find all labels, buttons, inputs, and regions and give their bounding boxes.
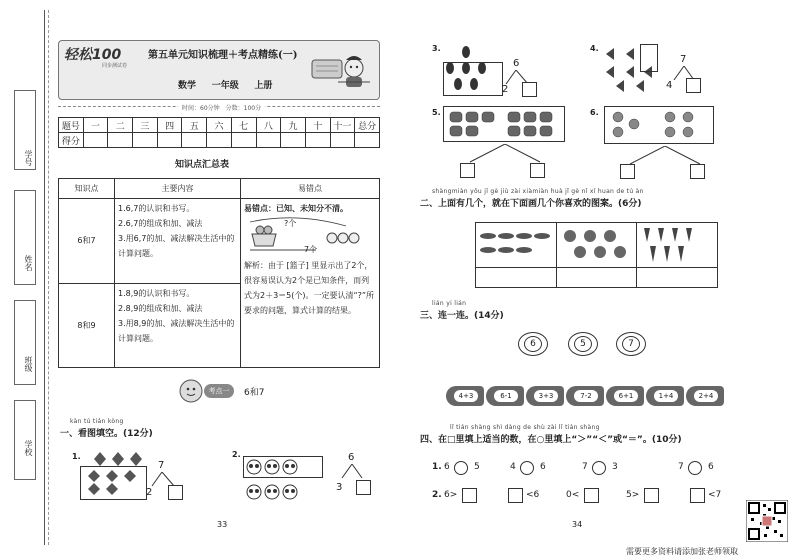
kaodian-topic: 6和7 — [244, 388, 265, 398]
score-input-cell[interactable] — [83, 133, 108, 148]
summary-content — [115, 283, 241, 368]
fish-expression: 2+4 — [694, 390, 718, 402]
binding-line — [44, 10, 45, 545]
q2-top-number: 6 — [348, 452, 355, 463]
fish-card[interactable] — [486, 386, 524, 406]
compare-circle[interactable] — [688, 461, 702, 475]
side-label-class: 班级 — [24, 356, 33, 372]
q6-answer-box-right[interactable] — [690, 164, 705, 179]
fish-card[interactable] — [446, 386, 484, 406]
elephant-group — [446, 108, 564, 140]
q5-number: 5. — [432, 108, 441, 117]
q2-bottom-number: 3 — [336, 482, 343, 493]
fish-card[interactable] — [646, 386, 684, 406]
q6-answer-box-left[interactable] — [620, 164, 635, 179]
fill-box[interactable] — [584, 488, 599, 503]
summary-content-line: 3.用6,7的加、减法解决生活中的计算问题。 — [118, 234, 235, 258]
score-header-cell: 一 — [83, 118, 108, 133]
q1-bottom-number: 2 — [146, 487, 153, 498]
score-input-cell[interactable] — [182, 133, 207, 148]
score-input-cell[interactable] — [305, 133, 330, 148]
target-circle-7[interactable] — [616, 332, 646, 356]
q2-answer-box[interactable] — [356, 480, 371, 495]
score-header-cell: 六 — [207, 118, 232, 133]
q3-top-number: 6 — [513, 58, 520, 69]
score-input-cell[interactable] — [281, 133, 306, 148]
butterfly-group-bottom — [84, 470, 144, 496]
section4-pinyin: lǐ tián shàng shì dàng de shù zài lǐ tián shàng — [450, 424, 600, 431]
target-circle-5[interactable] — [568, 332, 598, 356]
summary-point: 8和9 — [59, 283, 115, 368]
target-circle-inner — [574, 336, 592, 352]
fish-row — [446, 386, 726, 408]
kaodian-badge — [204, 384, 234, 398]
q4-bottom-number: 4 — [666, 80, 673, 91]
q4-answer-box[interactable] — [686, 78, 701, 93]
carrot-group — [640, 226, 714, 266]
compare-left: 4 — [510, 462, 516, 472]
q5-answer-box-left[interactable] — [460, 163, 475, 178]
compare-right: 6 — [540, 462, 546, 472]
score-input-cell[interactable] — [108, 133, 133, 148]
section2-title: 二、上面有几个，就在下面画几个你喜欢的图案。(6分) — [420, 199, 642, 209]
row1-number: 1. — [432, 462, 442, 472]
error-mark-unknown: ?个 — [284, 219, 297, 228]
page-number-left: 33 — [217, 520, 228, 529]
q2-number: 2. — [232, 450, 241, 459]
target-circle-label: 7 — [628, 339, 634, 349]
q4-picture-box — [640, 44, 658, 72]
error-diagram — [244, 216, 376, 254]
summary-row-6-7 — [59, 199, 380, 284]
row2-number: 2. — [432, 490, 442, 500]
summary-content-line: 2.6,7的组成和加、减法 — [118, 219, 203, 228]
fish-expression: 6+1 — [614, 390, 638, 402]
score-header-cell: 九 — [281, 118, 306, 133]
score-input-cell[interactable] — [133, 133, 158, 148]
compare-left: 6 — [444, 462, 450, 472]
fish-card[interactable] — [686, 386, 724, 406]
q3-number: 3. — [432, 44, 441, 53]
side-box-class — [14, 300, 36, 385]
fill-box[interactable] — [462, 488, 477, 503]
score-row-values — [59, 133, 380, 148]
fish-expression: 3+3 — [534, 390, 558, 402]
binding-line-dashed — [48, 10, 49, 545]
q1-top-number: 7 — [158, 460, 165, 471]
compare-row-1 — [432, 460, 732, 478]
brand-logo — [64, 44, 121, 64]
score-header-cell: 五 — [182, 118, 207, 133]
score-input-cell[interactable] — [231, 133, 256, 148]
section4-title: 四、在□里填上适当的数，在○里填上“＞”“＜”或“＝”。(10分) — [420, 435, 682, 445]
score-label-cell: 得分 — [59, 133, 84, 148]
summary-title: 知识点汇总表 — [175, 160, 230, 170]
fill-box[interactable] — [644, 488, 659, 503]
target-circle-inner — [524, 336, 542, 352]
summary-point: 6和7 — [59, 199, 115, 284]
compare-left: 7 — [582, 462, 588, 472]
compare-circle[interactable] — [454, 461, 468, 475]
target-circle-label: 5 — [580, 339, 586, 349]
error-title: 易错点：已知、未知分不清。 — [244, 204, 348, 213]
section3-title: 三、连一连。(14分) — [420, 311, 504, 321]
subject-label: 数学 — [178, 81, 197, 91]
summary-content-line: 1.6,7的认识和书写。 — [118, 204, 195, 213]
score-header-cell: 二 — [108, 118, 133, 133]
compare-left: 7 — [678, 462, 684, 472]
fish-card[interactable] — [526, 386, 564, 406]
score-header-cell: 三 — [133, 118, 158, 133]
score-input-cell[interactable] — [207, 133, 232, 148]
compare-expr: 6> — [444, 490, 458, 500]
side-label-school: 学校 — [24, 440, 33, 456]
score-input-cell[interactable] — [330, 133, 355, 148]
section1-pinyin: kàn tú tián kòng — [70, 418, 124, 425]
fill-box[interactable] — [690, 488, 705, 503]
qr-code[interactable] — [746, 500, 788, 542]
score-header-cell: 八 — [256, 118, 281, 133]
compare-right: 6 — [708, 462, 714, 472]
compare-circle[interactable] — [520, 461, 534, 475]
q4-number: 4. — [590, 44, 599, 53]
score-header-cell: 题号 — [59, 118, 84, 133]
q1-number: 1. — [72, 452, 81, 461]
panda-group — [246, 456, 326, 504]
q3-picture-box — [443, 62, 503, 96]
brand-name: 轻松100 — [64, 47, 122, 63]
target-circle-6[interactable] — [518, 332, 548, 356]
summary-content-line: 3.用8,9的加、减法解决生活中的计算问题。 — [118, 318, 235, 343]
q5-split-lines — [460, 144, 550, 164]
compare-expr: 5> — [626, 490, 640, 500]
target-circle-label: 6 — [530, 339, 536, 349]
fish-card[interactable] — [566, 386, 604, 406]
score-header-cell: 四 — [157, 118, 182, 133]
q2-split-lines — [338, 464, 368, 480]
summary-content-line: 1.8,9的认识和书写。 — [118, 288, 195, 298]
page-number-right: 34 — [572, 520, 583, 529]
grade-label: 一年级 — [211, 81, 239, 91]
score-header-cell: 十 — [305, 118, 330, 133]
summary-header: 主要内容 — [115, 179, 241, 199]
score-input-cell[interactable] — [256, 133, 281, 148]
summary-header-row — [59, 179, 380, 199]
compare-right: 5 — [474, 462, 480, 472]
target-circle-inner — [622, 336, 640, 352]
summary-table — [58, 178, 380, 368]
compare-expr: <6 — [526, 490, 540, 500]
score-input-cell[interactable] — [157, 133, 182, 148]
grid-hline — [476, 267, 717, 268]
q6-split-lines — [620, 146, 710, 166]
compare-expr: <7 — [708, 490, 722, 500]
side-label-name: 姓名 — [24, 255, 33, 271]
mascot-illustration — [308, 46, 374, 94]
summary-content — [115, 199, 241, 284]
q3-answer-box[interactable] — [522, 82, 537, 97]
error-analysis: 解析：由于 [篮子] 里显示出了2个，很容易误认为2个是已知条件，而列式为2＋3＝5(个)。一定要认清“?”所要求的问题，算式计算的结果。 — [244, 261, 375, 315]
grid-vline — [636, 223, 637, 287]
fish-expression: 7-2 — [574, 390, 598, 402]
section1-title: 一、看图填空。(12分) — [60, 429, 153, 439]
section3-pinyin: lián yi lián — [432, 300, 467, 307]
q5-answer-box-right[interactable] — [530, 163, 545, 178]
mushroom-group — [560, 226, 634, 266]
score-header-cell: 总分 — [355, 118, 380, 133]
fish-expression: 1+4 — [654, 390, 678, 402]
score-input-cell[interactable] — [355, 133, 380, 148]
summary-header: 知识点 — [59, 179, 115, 199]
subject-line — [178, 78, 272, 91]
fish-expression: 6-1 — [494, 390, 518, 402]
score-header-cell: 七 — [231, 118, 256, 133]
chick-group — [608, 108, 712, 142]
fish-card[interactable] — [606, 386, 644, 406]
time-info: 时间：60分钟 分数：100分 — [178, 103, 265, 112]
q6-number: 6. — [590, 108, 599, 117]
summary-header: 易错点 — [241, 179, 380, 199]
carrot-corn-group — [478, 226, 552, 266]
fish-expression: 4+3 — [454, 390, 478, 402]
brand-subtitle: 同步测试卷 — [102, 63, 128, 69]
grid-vline — [556, 223, 557, 287]
fill-box[interactable] — [508, 488, 523, 503]
q4-top-number: 7 — [680, 54, 687, 65]
side-label-student-id: 学号 — [24, 150, 33, 166]
page-title: 第五单元知识梳理＋考点精练(一) — [148, 50, 298, 61]
compare-right: 3 — [612, 462, 618, 472]
compare-expr: 0< — [566, 490, 580, 500]
score-header-cell: 十一 — [330, 118, 355, 133]
error-mark-total: 7个 — [304, 245, 318, 254]
compare-circle[interactable] — [592, 461, 606, 475]
score-row-headers — [59, 118, 380, 133]
term-label: 上册 — [254, 81, 273, 91]
summary-error-cell — [241, 199, 380, 368]
compare-row-2 — [432, 488, 732, 506]
score-table — [58, 117, 380, 148]
section2-pinyin: shàngmiàn yǒu jǐ gè jiù zài xiàmiàn huà jǐ gè nǐ xǐ huan de tú àn — [432, 188, 644, 195]
summary-content-line: 2.8,9的组成和加、减法 — [118, 303, 203, 313]
q1-answer-box[interactable] — [168, 485, 183, 500]
footer-note: 需要更多资料请添加张老师领取 — [626, 547, 738, 556]
q3-bottom-number: 2 — [502, 84, 509, 95]
kaodian-badge-label: 考点一 — [208, 387, 230, 395]
